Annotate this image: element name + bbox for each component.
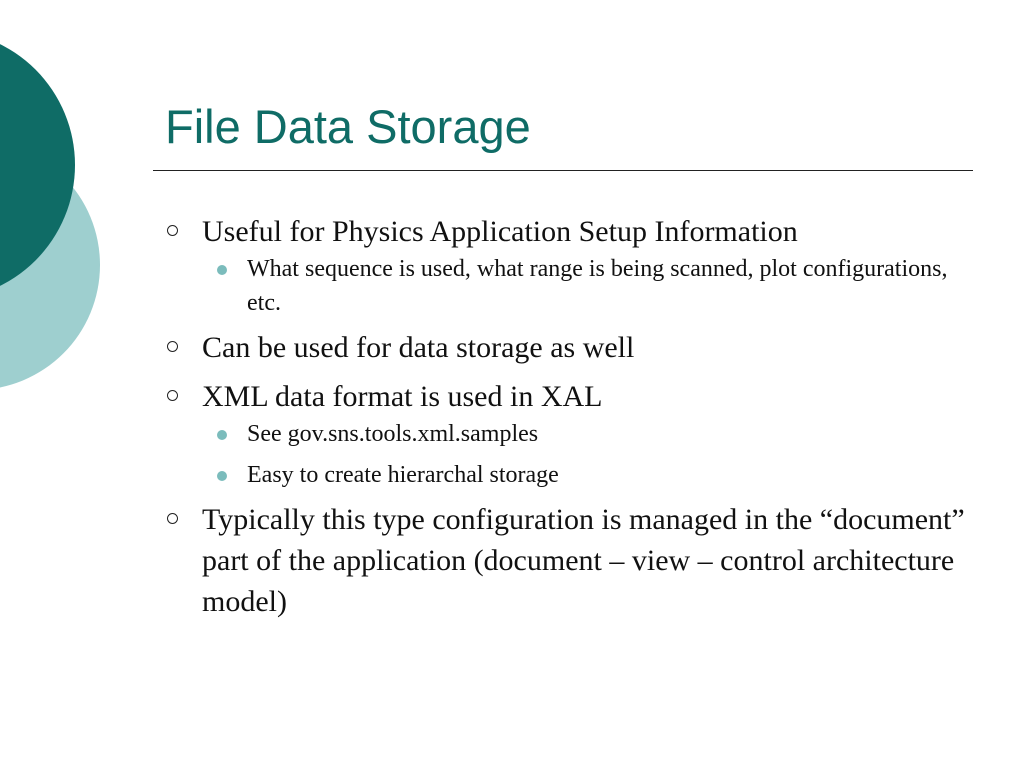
sub-bullet-item (163, 458, 973, 492)
bullet-item (163, 327, 973, 368)
bullet-text: Can be used for data storage as well (202, 331, 635, 364)
sub-bullet-item (163, 252, 973, 320)
bullet-item (163, 499, 973, 622)
bullet-item (163, 211, 973, 252)
hollow-circle-bullet-icon (167, 513, 178, 524)
sub-bullet-text: See gov.sns.tools.xml.samples (247, 421, 539, 447)
slide-content (163, 211, 973, 630)
bullet-text: XML data format is used in XAL (202, 380, 603, 413)
hollow-circle-bullet-icon (167, 390, 178, 401)
sub-bullet-list (163, 252, 973, 320)
hollow-circle-bullet-icon (167, 225, 178, 236)
title-divider (153, 170, 973, 171)
sub-bullet-list (163, 417, 973, 492)
filled-dot-bullet-icon (217, 471, 227, 481)
bullet-text: Typically this type configuration is managed in the “document” part of the application (document – view – control architecture model) (202, 503, 965, 618)
slide-title: File Data Storage (165, 100, 531, 153)
sub-bullet-item (163, 417, 973, 451)
bullet-text: Useful for Physics Application Setup Information (202, 215, 798, 248)
filled-dot-bullet-icon (217, 265, 227, 275)
hollow-circle-bullet-icon (167, 341, 178, 352)
filled-dot-bullet-icon (217, 430, 227, 440)
sub-bullet-text: What sequence is used, what range is being scanned, plot configurations, etc. (247, 256, 948, 316)
bullet-item (163, 376, 973, 417)
sub-bullet-text: Easy to create hierarchal storage (247, 462, 559, 488)
